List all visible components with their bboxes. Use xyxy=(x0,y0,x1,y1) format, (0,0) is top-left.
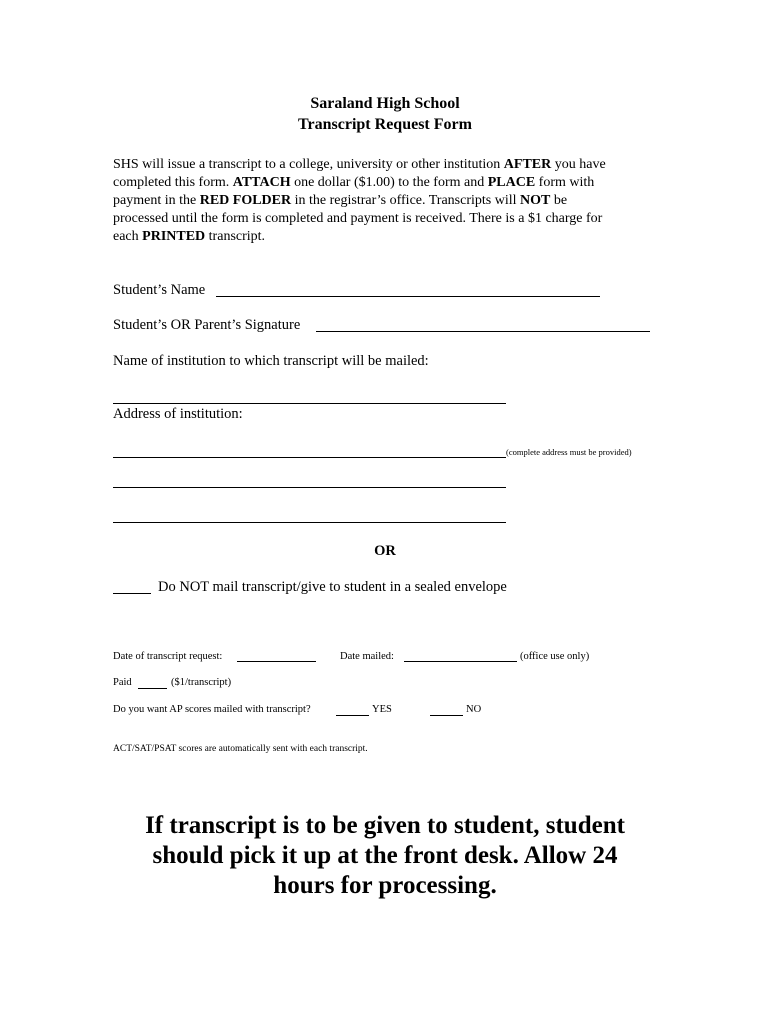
ap-scores-question: Do you want AP scores mailed with transcript? xyxy=(113,704,311,715)
institution-name-label: Name of institution to which transcript will be mailed: xyxy=(113,353,429,369)
student-name-field[interactable] xyxy=(216,296,600,297)
paid-label: Paid xyxy=(113,677,132,688)
form-title: Transcript Request Form xyxy=(298,116,472,133)
do-not-mail-label: Do NOT mail transcript/give to student in a sealed envelope xyxy=(158,579,507,595)
address-note: (complete address must be provided) xyxy=(506,447,632,457)
signature-label: Student’s OR Parent’s Signature xyxy=(113,317,301,333)
institution-address-label: Address of institution: xyxy=(113,406,243,422)
ap-no-label: NO xyxy=(466,704,482,715)
address-line-3[interactable] xyxy=(113,522,506,523)
or-label: OR xyxy=(374,543,396,559)
address-line-2[interactable] xyxy=(113,487,506,488)
ap-yes-label: YES xyxy=(372,704,392,715)
act-sat-note: ACT/SAT/PSAT scores are automatically sent with each transcript. xyxy=(113,744,368,754)
office-use-note: (office use only) xyxy=(520,651,590,662)
student-name-label: Student’s Name xyxy=(113,282,206,298)
school-name: Saraland High School xyxy=(310,95,460,112)
address-line-1[interactable] xyxy=(113,457,506,458)
date-request-field[interactable] xyxy=(237,661,316,662)
do-not-mail-checkline[interactable] xyxy=(113,593,151,594)
date-request-label: Date of transcript request: xyxy=(113,651,223,662)
date-mailed-label: Date mailed: xyxy=(340,651,394,662)
paid-field[interactable] xyxy=(138,688,167,689)
pickup-notice: If transcript is to be given to student, student should pick it up at the front desk. Allow 24 hours for processing. xyxy=(145,812,625,899)
ap-no-field[interactable] xyxy=(430,715,463,716)
date-mailed-field[interactable] xyxy=(404,661,517,662)
institution-name-field[interactable] xyxy=(113,403,506,404)
intro-paragraph: SHS will issue a transcript to a college, university or other institution AFTER you have completed this form. ATTACH one dollar ($1.00) to the form and PLACE form with payment in the RED FOLDER in the registrar’s office. Transcripts will NOT be processed until the form is completed and payment is received. There is a $1 charge for each PRINTED transcript. xyxy=(113,157,606,244)
signature-field[interactable] xyxy=(316,331,650,332)
paid-note: ($1/transcript) xyxy=(171,677,232,688)
ap-yes-field[interactable] xyxy=(336,715,369,716)
